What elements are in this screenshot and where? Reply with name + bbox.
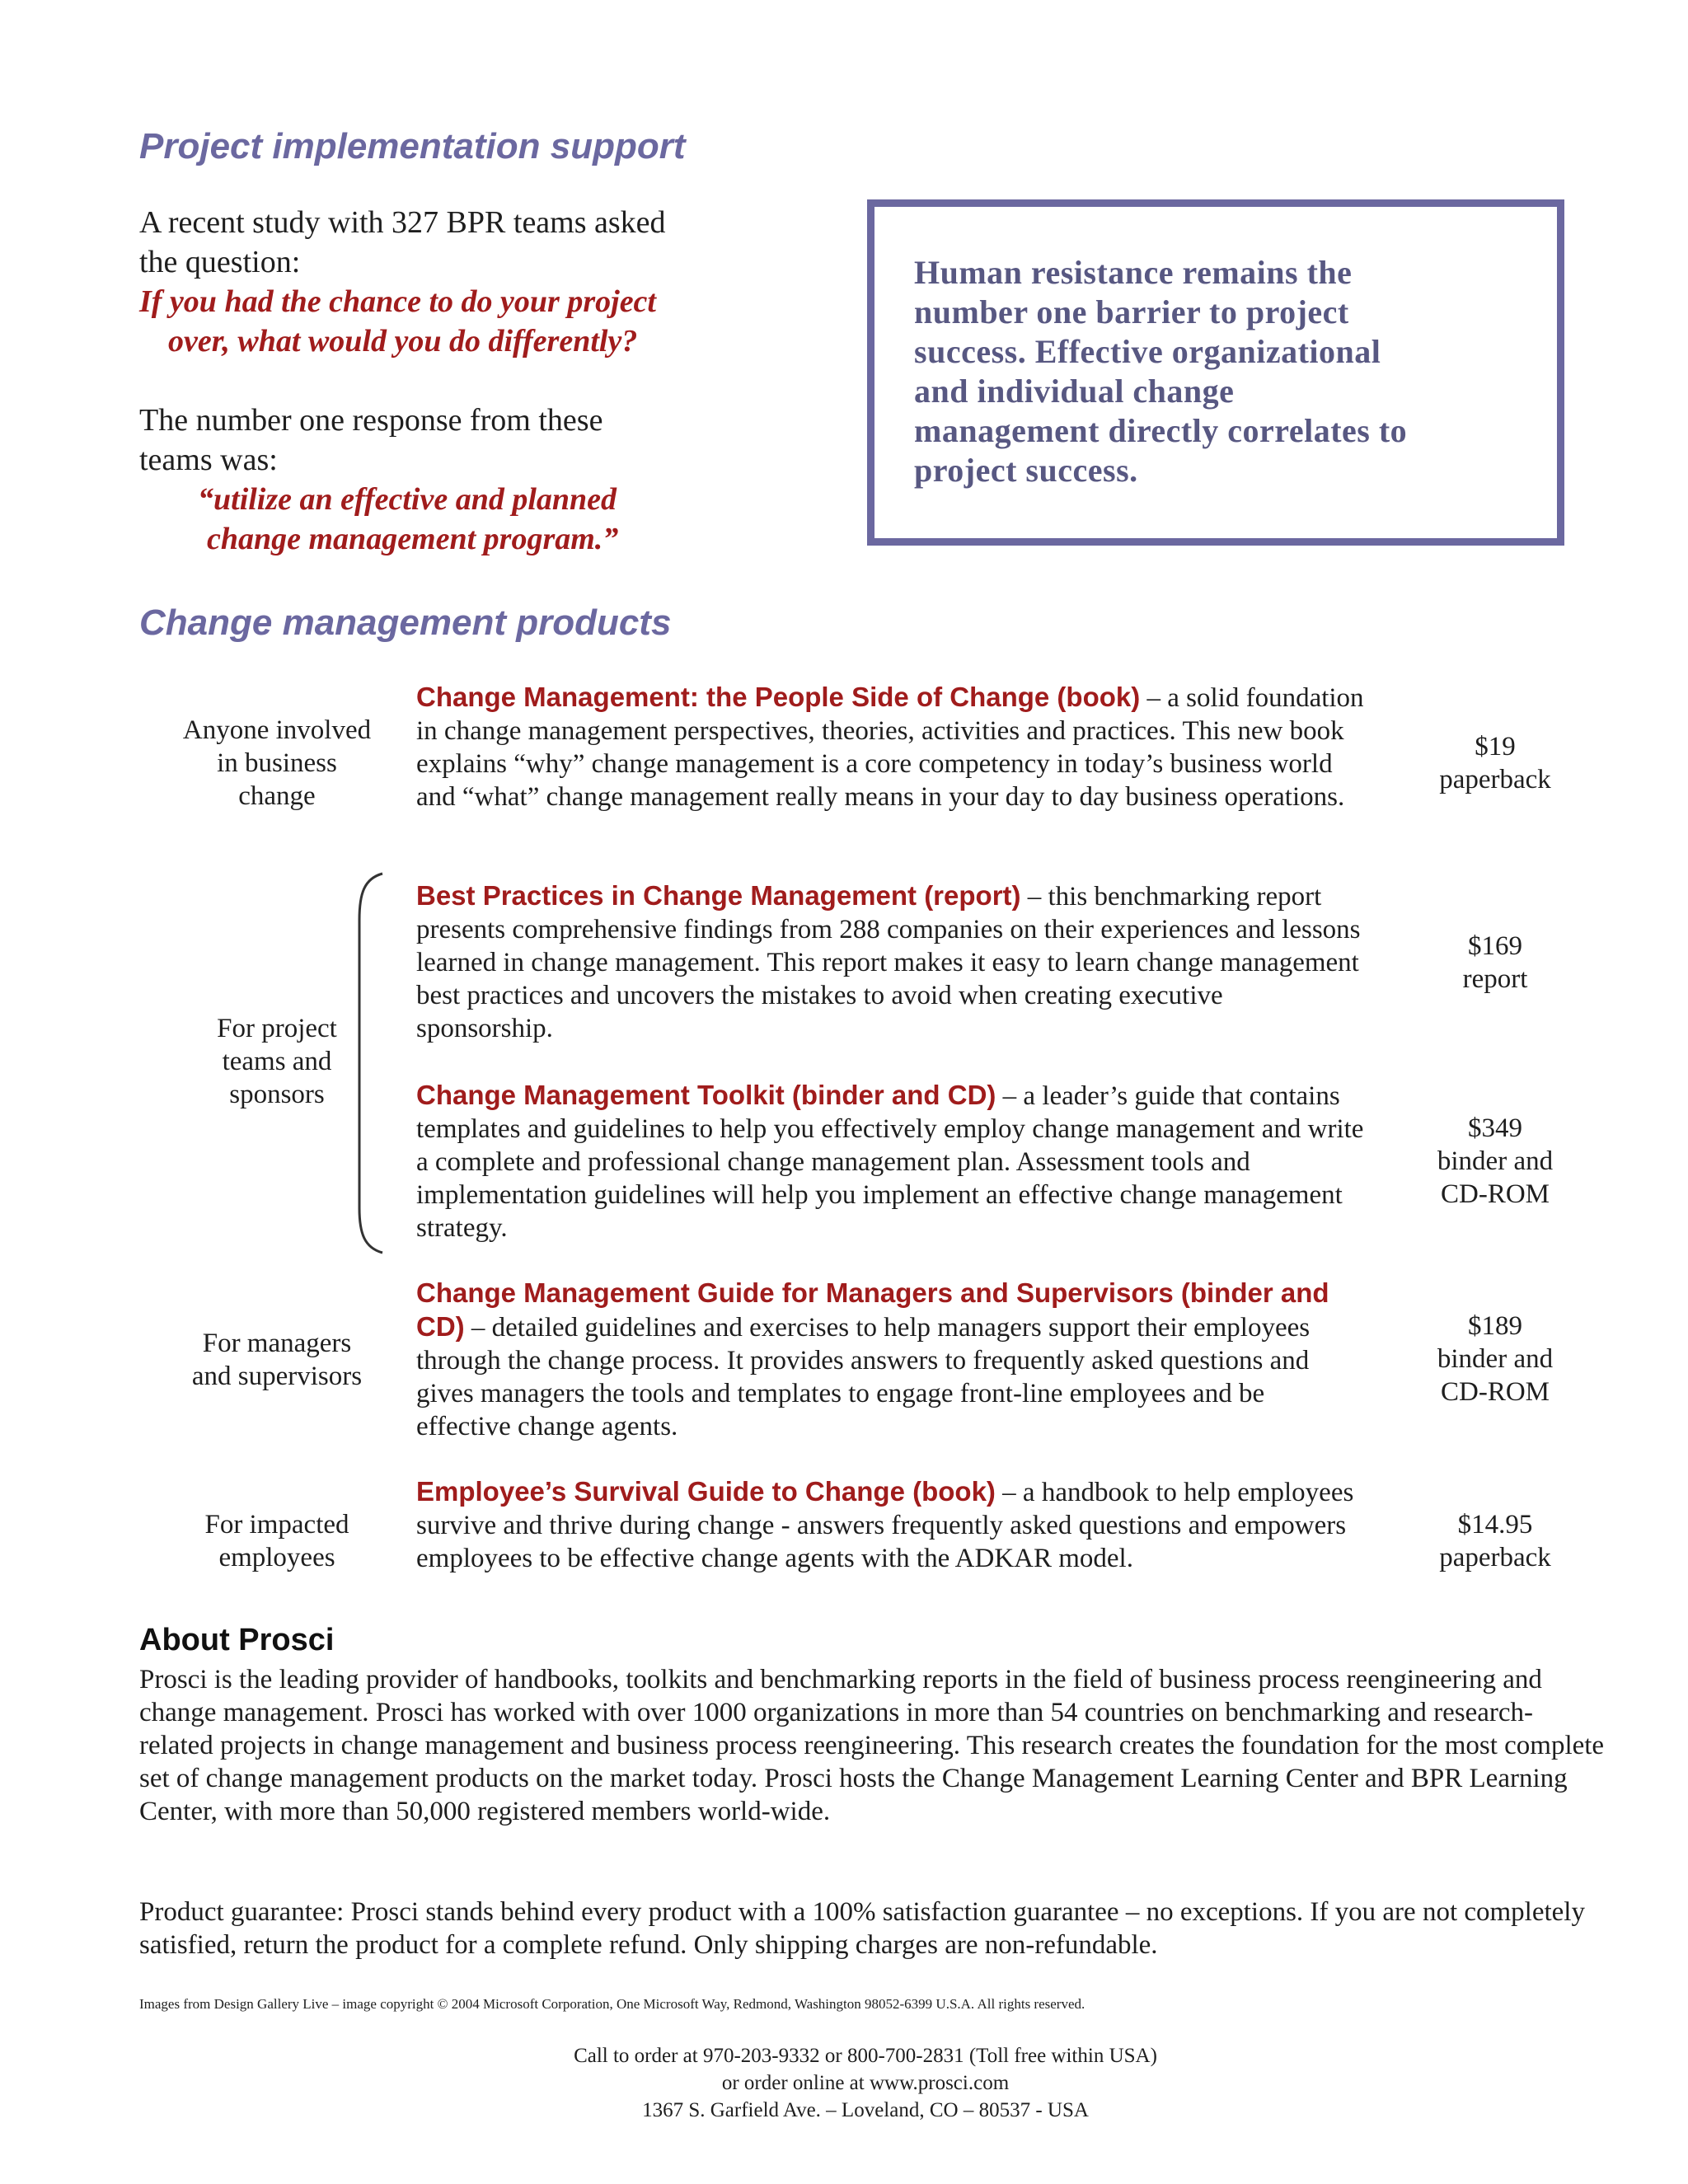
audience-line: teams and <box>222 1047 332 1076</box>
section-heading-products: Change management products <box>139 602 672 643</box>
price-amount: $169 <box>1468 931 1522 961</box>
audience-line: in business <box>217 748 337 778</box>
price-amount: $189 <box>1468 1311 1522 1341</box>
product-title: Change Management Guide for Managers and Supervisors (binder and CD) <box>416 1277 1329 1342</box>
product-price <box>1390 730 1601 796</box>
product-price <box>1390 1112 1601 1211</box>
audience-label-employees <box>162 1508 392 1574</box>
callout-line: and individual change <box>914 373 1235 410</box>
audience-line: change <box>238 781 316 811</box>
audience-line: sponsors <box>229 1080 325 1109</box>
audience-label-anyone <box>162 714 392 813</box>
product-title: Change Management: the People Side of Change (book) <box>416 682 1141 712</box>
order-web-line: or order online at www.prosci.com <box>721 2072 1010 2094</box>
product-desc-text: – a handbook to help employees survive and thrive during change - answers frequently asked questions and empowers employees to be effective change agents with the ADKAR model. <box>416 1478 1354 1573</box>
study-intro-line: A recent study with 327 BPR teams asked <box>139 205 666 240</box>
about-paragraph: Prosci is the leading provider of handbooks, toolkits and benchmarking reports in the field of business process reengineering and change management. Prosci has worked with over 1000 organizations in more than 54 countries on benchmarking and research-related projects in change management and business process reengineering. This research creates the foundation for the most complete set of change management products on the market today. Prosci hosts the Change Management Learning Center and BPR Learning Center, with more than 50,000 registered members world-wide. <box>139 1665 1605 1826</box>
study-question-line: If you had the chance to do your project <box>139 284 656 319</box>
callout-box <box>867 199 1564 546</box>
price-format: CD-ROM <box>1440 1179 1550 1209</box>
product-price <box>1390 1310 1601 1408</box>
price-format: binder and <box>1437 1146 1554 1176</box>
callout-line: number one barrier to project <box>914 293 1349 330</box>
product-title: Employee’s Survival Guide to Change (book) <box>416 1476 996 1507</box>
price-format: paperback <box>1439 765 1551 794</box>
product-title: Best Practices in Change Management (report) <box>416 880 1021 911</box>
price-amount: $19 <box>1475 732 1516 762</box>
product-description <box>416 879 1364 1045</box>
study-question-line: over, what would you do differently? <box>168 324 638 359</box>
about-heading: About Prosci <box>139 1623 335 1657</box>
product-price <box>1390 930 1601 996</box>
price-format: report <box>1462 964 1528 994</box>
product-desc-text: – this benchmarking report presents comprehensive findings from 288 companies on their experiences and lessons learned in change management. This report makes it easy to learn change management best practices and uncovers the mistakes to avoid when creating executive sponsorship. <box>416 882 1361 1043</box>
response-quote-line: change management program.” <box>207 522 619 556</box>
product-title: Change Management Toolkit (binder and CD) <box>416 1080 996 1110</box>
bracket-icon <box>353 870 386 1258</box>
price-format: paperback <box>1439 1543 1551 1572</box>
callout-line: Human resistance remains the <box>914 254 1353 291</box>
callout-line: management directly correlates to <box>914 412 1408 449</box>
callout-text <box>914 253 1540 490</box>
guarantee-paragraph: Product guarantee: Prosci stands behind every product with a 100% satisfaction guarantee – no exceptions. If you are not completely satisfied, return the product for a complete refund. Only shipping charges are non-refundable. <box>139 1897 1585 1960</box>
response-quote-line: “utilize an effective and planned <box>198 482 617 517</box>
price-amount: $349 <box>1468 1113 1522 1143</box>
audience-line: For project <box>217 1014 337 1043</box>
product-description <box>416 1277 1364 1443</box>
product-desc-text: – a solid foundation in change management perspectives, theories, activities and practices. This new book explains “why” change management is a core competency in today’s business world and “what” change management really means in your day to day business operations. <box>416 683 1364 812</box>
response-intro-line: teams was: <box>139 443 278 477</box>
product-desc-text: – detailed guidelines and exercises to help managers support their employees through the change process. It provides answers to frequently asked questions and gives managers the tools and templates to engage front-line employees and be effective change agents. <box>416 1313 1311 1441</box>
audience-line: For impacted <box>204 1510 349 1540</box>
product-description <box>416 681 1364 813</box>
product-description <box>416 1475 1364 1575</box>
study-intro-line: the question: <box>139 245 301 279</box>
product-description <box>416 1079 1364 1244</box>
product-price <box>1390 1508 1601 1574</box>
audience-line: employees <box>218 1543 335 1572</box>
order-phone-line: Call to order at 970-203-9332 or 800-700-2831 (Toll free within USA) <box>574 2045 1157 2067</box>
order-info <box>0 2042 1688 2124</box>
price-format: binder and <box>1437 1344 1554 1374</box>
response-intro-line: The number one response from these <box>139 403 603 438</box>
audience-line: For managers <box>202 1329 352 1358</box>
section-heading-project-support: Project implementation support <box>139 126 686 166</box>
price-amount: $14.95 <box>1457 1510 1533 1540</box>
audience-line: Anyone involved <box>182 715 372 745</box>
audience-line: and supervisors <box>191 1361 363 1391</box>
address-line: 1367 S. Garfield Ave. – Loveland, CO – 80537 - USA <box>642 2099 1089 2121</box>
audience-label-managers <box>162 1327 392 1393</box>
study-block <box>139 203 881 559</box>
copyright-notice: Images from Design Gallery Live – image copyright © 2004 Microsoft Corporation, One Microsoft Way, Redmond, Washington 98052-6399 U.S.A. All rights reserved. <box>139 1996 1085 2012</box>
product-desc-text: – a leader’s guide that contains templates and guidelines to help you effectively employ change management and write a complete and professional change management plan. Assessment tools and implementation guidelines will help you implement an effective change management strategy. <box>416 1081 1364 1243</box>
callout-line: success. Effective organizational <box>914 333 1381 370</box>
price-format: CD-ROM <box>1440 1377 1550 1407</box>
callout-line: project success. <box>914 452 1138 489</box>
